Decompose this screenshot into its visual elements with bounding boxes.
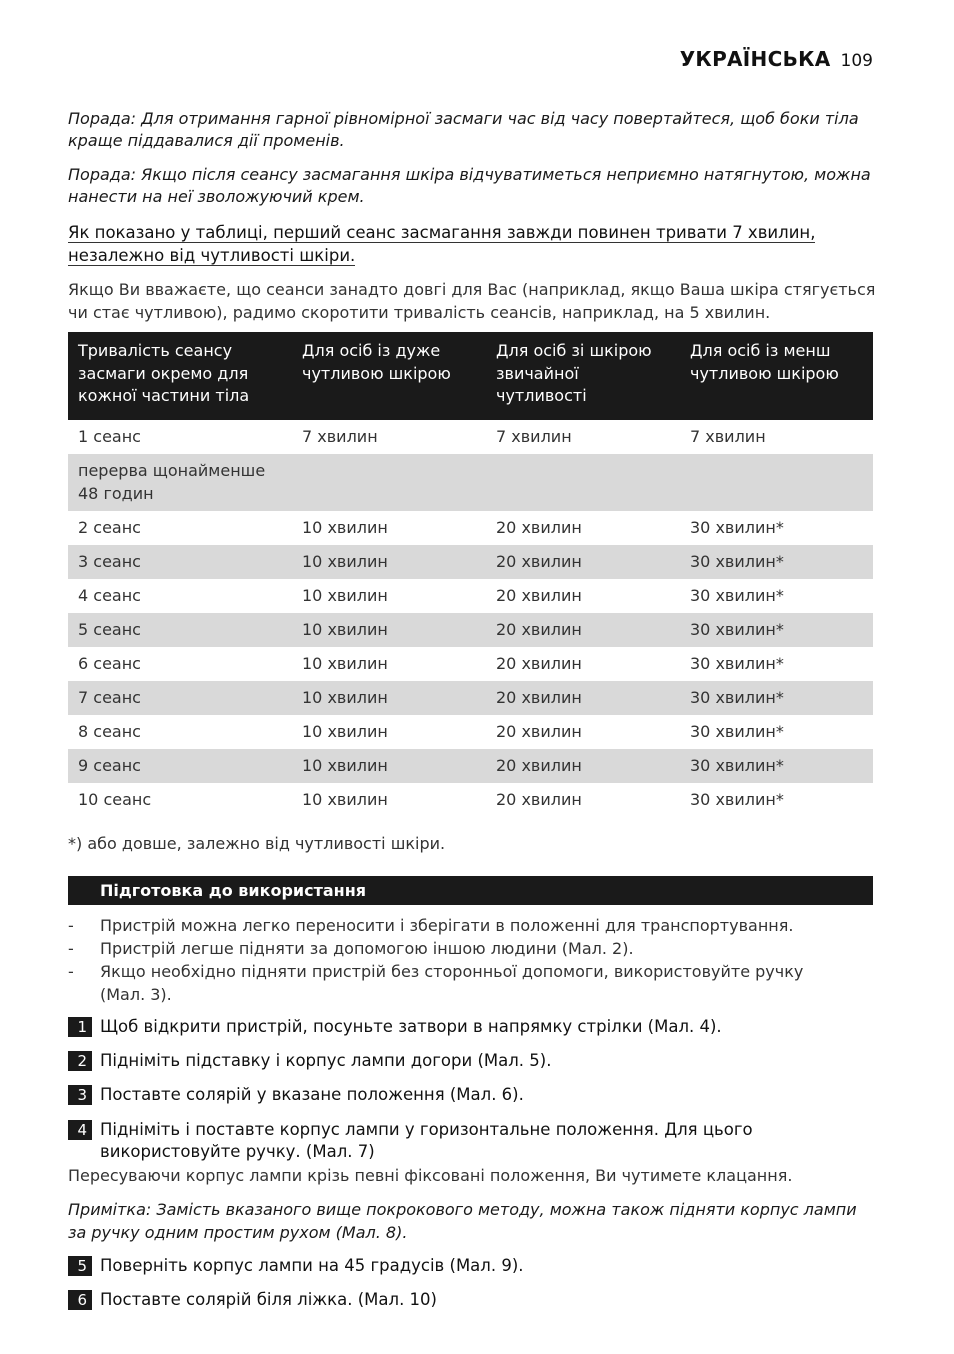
table-footnote: *) або довше, залежно від чутливості шкіри. (68, 834, 446, 853)
table-row (68, 647, 873, 681)
step-text: Поверніть корпус лампи на 45 градусів (Мал. 9). (100, 1256, 524, 1275)
step-2 (68, 1050, 858, 1072)
table-row (68, 420, 873, 454)
page-number: 109 (840, 51, 873, 71)
table-cell: 7 сеанс (78, 687, 141, 707)
step-text: Щоб відкрити пристрій, посуньте затвори в напрямку стрілки (Мал. 4). (100, 1017, 722, 1036)
table-row (68, 545, 873, 579)
table-cell: 30 хвилин* (690, 721, 784, 741)
table-cell: 10 хвилин (302, 755, 388, 775)
list-item-text: Пристрій легше підняти за допомогою іншою людини (Мал. 2). (100, 939, 634, 958)
dash-marker: - (68, 962, 74, 981)
dash-marker: - (68, 916, 74, 935)
table-cell: 30 хвилин* (690, 585, 784, 605)
table-header-cell: Для осіб із дуже чутливою шкірою (302, 341, 451, 383)
table-cell (486, 454, 680, 511)
note-text: Примітка: Замість вказаного вище покрокового методу, можна також підняти корпус лампи за ручку одним простим рухом (Мал. 8). (68, 1200, 857, 1242)
table-row (68, 681, 873, 715)
step-6 (68, 1289, 858, 1311)
table-cell: 20 хвилин (496, 517, 582, 537)
language-heading: УКРАЇНСЬКА (679, 47, 831, 71)
table-cell: 10 хвилин (302, 687, 388, 707)
step-number: 6 (68, 1290, 92, 1310)
step-text: Підніміть підставку і корпус лампи догори (Мал. 5). (100, 1051, 552, 1070)
table-row (68, 579, 873, 613)
table-cell: 10 хвилин (302, 517, 388, 537)
step-1 (68, 1016, 858, 1038)
table-cell: 10 хвилин (302, 619, 388, 639)
table-cell: 6 сеанс (78, 653, 141, 673)
tip-2: Порада: Якщо після сеансу засмагання шкіра відчуватиметься неприємно натягнутою, можна нанести на неї зволожуючий крем. (68, 165, 871, 206)
table-row (68, 454, 873, 511)
step-number: 1 (68, 1017, 92, 1037)
table-cell: 4 сеанс (78, 585, 141, 605)
list-item (68, 960, 828, 1006)
table-cell (292, 454, 486, 511)
table-cell: 20 хвилин (496, 687, 582, 707)
tip-1: Порада: Для отримання гарної рівномірної засмаги час від часу повертайтеся, щоб боки тіла краще піддавалися дії променів. (68, 109, 859, 150)
list-item (68, 937, 828, 960)
table-header-cell: Для осіб із менш чутливою шкірою (690, 341, 839, 383)
bullet-list (68, 914, 828, 1006)
step-number: 4 (68, 1120, 92, 1140)
table-cell: 30 хвилин* (690, 687, 784, 707)
table-row (68, 783, 873, 817)
session-table (68, 332, 873, 817)
body-paragraph: Якщо Ви вважаєте, що сеанси занадто довгі для Вас (наприклад, якщо Ваша шкіра стягується чи стає чутливою), радимо скоротити тривалість сеансів, наприклад, на 5 хвилин. (68, 280, 876, 322)
table-cell: 10 сеанс (78, 789, 152, 809)
table-cell: 10 хвилин (302, 789, 388, 809)
table-cell: 7 хвилин (302, 426, 378, 446)
table-cell: 7 хвилин (496, 426, 572, 446)
table-cell: 9 сеанс (78, 755, 141, 775)
list-item-text: Якщо необхідно підняти пристрій без сторонньої допомоги, використовуйте ручку (Мал. 3). (100, 962, 804, 1004)
warning-underlined: Як показано у таблиці, перший сеанс засмагання завжди повинен тривати 7 хвилин, незалежно від чутливості шкіри. (68, 223, 816, 265)
step-text: Підніміть і поставте корпус лампи у горизонтальне положення. Для цього використовуйте ручку. (Мал. 7) (100, 1120, 753, 1161)
table-cell: 1 сеанс (78, 426, 141, 446)
step-3 (68, 1084, 858, 1106)
table-cell: 20 хвилин (496, 653, 582, 673)
table-cell: 20 хвилин (496, 721, 582, 741)
step-text: Поставте солярій біля ліжка. (Мал. 10) (100, 1290, 437, 1309)
table-cell: 20 хвилин (496, 789, 582, 809)
table-row (68, 715, 873, 749)
table-header-row (68, 332, 873, 420)
step-4 (68, 1119, 858, 1163)
table-cell: перерва щонайменше 48 годин (78, 460, 266, 503)
list-item (68, 914, 828, 937)
table-row (68, 613, 873, 647)
list-item-text: Пристрій можна легко переносити і зберігати в положенні для транспортування. (100, 916, 794, 935)
warning-text (68, 221, 828, 267)
table-cell: 30 хвилин* (690, 619, 784, 639)
table-cell: 5 сеанс (78, 619, 141, 639)
step-5 (68, 1255, 858, 1277)
table-cell: 10 хвилин (302, 653, 388, 673)
table-row (68, 749, 873, 783)
step-text: Поставте солярій у вказане положення (Мал. 6). (100, 1085, 524, 1104)
table-cell: 2 сеанс (78, 517, 141, 537)
table-cell: 20 хвилин (496, 619, 582, 639)
table-cell: 20 хвилин (496, 551, 582, 571)
step-number: 5 (68, 1256, 92, 1276)
table-cell: 8 сеанс (78, 721, 141, 741)
section-heading: Підготовка до використання (68, 876, 873, 905)
table-cell: 10 хвилин (302, 551, 388, 571)
table-cell: 7 хвилин (690, 426, 766, 446)
table-row (68, 511, 873, 545)
step-4-detail: Пересуваючи корпус лампи крізь певні фіксовані положення, Ви чутимете клацання. (68, 1166, 793, 1185)
table-header-cell: Для осіб зі шкірою звичайної чутливості (496, 341, 652, 405)
page-header (680, 47, 873, 71)
table-cell: 30 хвилин* (690, 517, 784, 537)
table-cell: 20 хвилин (496, 585, 582, 605)
table-cell: 20 хвилин (496, 755, 582, 775)
step-number: 2 (68, 1051, 92, 1071)
table-cell: 30 хвилин* (690, 551, 784, 571)
table-cell: 10 хвилин (302, 721, 388, 741)
table-cell: 10 хвилин (302, 585, 388, 605)
table-cell: 30 хвилин* (690, 653, 784, 673)
table-cell (680, 454, 873, 511)
table-cell: 30 хвилин* (690, 789, 784, 809)
dash-marker: - (68, 939, 74, 958)
step-number: 3 (68, 1085, 92, 1105)
table-cell: 3 сеанс (78, 551, 141, 571)
table-cell: 30 хвилин* (690, 755, 784, 775)
table-header-cell: Тривалість сеансу засмаги окремо для кожної частини тіла (78, 341, 250, 405)
